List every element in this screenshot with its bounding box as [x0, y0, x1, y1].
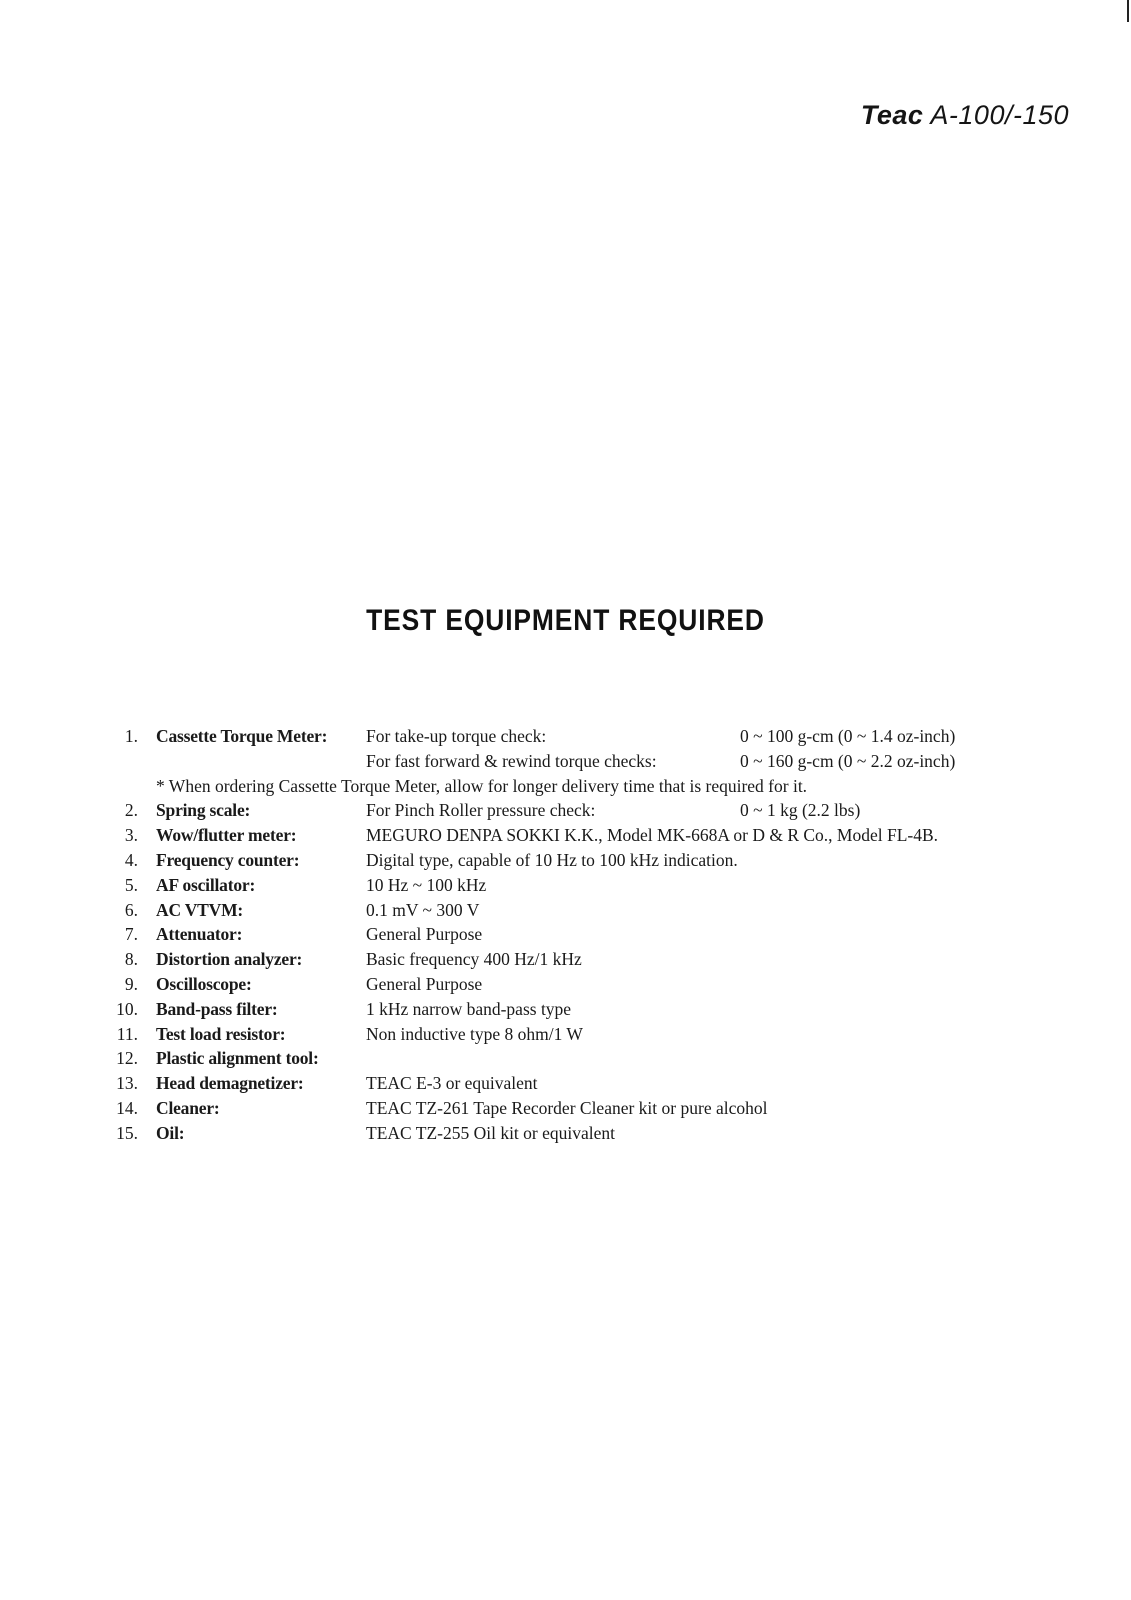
item-name: Oscilloscope: — [156, 973, 252, 994]
item-name: Plastic alignment tool: — [156, 1048, 319, 1069]
item-number: 2. — [124, 800, 138, 821]
item-name: AC VTVM: — [156, 899, 244, 920]
list-item — [0, 1046, 1131, 1071]
list-item — [0, 972, 1131, 997]
item-number: 1. — [124, 726, 138, 746]
item-name: Frequency counter: — [156, 849, 300, 870]
item-name: Attenuator: — [156, 924, 243, 945]
item-description: For fast forward & rewind torque checks: — [366, 750, 657, 771]
item-number: 10. — [116, 998, 138, 1019]
item-number: 6. — [124, 899, 138, 920]
item-name: AF oscillator: — [156, 874, 256, 895]
item-number: 12. — [116, 1048, 138, 1069]
list-item — [0, 749, 1131, 774]
item-description: Non inductive type 8 ohm/1 W — [366, 1023, 583, 1044]
document-header — [861, 100, 1069, 131]
item-name: Wow/flutter meter: — [156, 825, 297, 846]
list-item — [0, 1121, 1131, 1146]
ordering-note: * When ordering Cassette Torque Meter, allow for longer delivery time that is required for it. — [156, 775, 808, 796]
list-item — [0, 1096, 1131, 1121]
item-name: Test load resistor: — [156, 1023, 286, 1044]
list-item — [0, 922, 1131, 947]
item-description: Basic frequency 400 Hz/1 kHz — [366, 949, 582, 970]
item-description: For take-up torque check: — [366, 726, 547, 746]
item-number: 8. — [124, 949, 138, 970]
item-name: Oil: — [156, 1122, 185, 1143]
item-name: Head demagnetizer: — [156, 1073, 304, 1094]
item-description: TEAC TZ-261 Tape Recorder Cleaner kit or pure alcohol — [366, 1097, 768, 1118]
list-item — [0, 798, 1131, 823]
item-range: 0 ~ 1 kg (2.2 lbs) — [740, 800, 861, 821]
list-item — [0, 997, 1131, 1022]
item-description: General Purpose — [366, 924, 483, 945]
page-edge-mark — [1127, 0, 1129, 22]
item-description: Digital type, capable of 10 Hz to 100 kHz indication. — [366, 849, 738, 870]
equipment-list — [0, 724, 1131, 1146]
item-description: 10 Hz ~ 100 kHz — [366, 874, 487, 895]
list-item — [0, 898, 1131, 923]
item-name: Cleaner: — [156, 1097, 220, 1118]
item-description: MEGURO DENPA SOKKI K.K., Model MK-668A or D & R Co., Model FL-4B. — [366, 825, 939, 846]
item-description: For Pinch Roller pressure check: — [366, 800, 596, 821]
page-title: TEST EQUIPMENT REQUIRED — [366, 604, 765, 637]
item-number: 9. — [124, 973, 138, 994]
item-description: General Purpose — [366, 973, 483, 994]
item-number: 14. — [116, 1097, 138, 1118]
header-model: A-100/-150 — [930, 100, 1069, 130]
list-item — [0, 873, 1131, 898]
item-number: 3. — [124, 825, 138, 846]
item-name: Spring scale: — [156, 800, 251, 821]
item-name: Cassette Torque Meter: — [156, 726, 328, 746]
item-number: 5. — [124, 874, 138, 895]
list-item — [0, 1022, 1131, 1047]
item-description: 0.1 mV ~ 300 V — [366, 899, 480, 920]
ordering-note-row — [0, 774, 1131, 799]
item-number: 15. — [116, 1122, 138, 1143]
header-brand: Teac — [860, 100, 924, 130]
item-description: TEAC E-3 or equivalent — [366, 1073, 538, 1094]
item-description: 1 kHz narrow band-pass type — [366, 998, 572, 1019]
item-number: 11. — [116, 1023, 138, 1044]
item-number: 13. — [116, 1073, 138, 1094]
list-item — [0, 848, 1131, 873]
item-range: 0 ~ 100 g-cm (0 ~ 1.4 oz-inch) — [740, 726, 956, 746]
list-item — [0, 1071, 1131, 1096]
item-range: 0 ~ 160 g-cm (0 ~ 2.2 oz-inch) — [740, 750, 956, 771]
list-item — [0, 947, 1131, 972]
list-item — [0, 724, 1131, 749]
item-number: 4. — [124, 849, 138, 870]
item-name: Band-pass filter: — [156, 998, 278, 1019]
item-name: Distortion analyzer: — [156, 949, 303, 970]
list-item — [0, 823, 1131, 848]
item-number: 7. — [124, 924, 138, 945]
item-description: TEAC TZ-255 Oil kit or equivalent — [366, 1122, 616, 1143]
